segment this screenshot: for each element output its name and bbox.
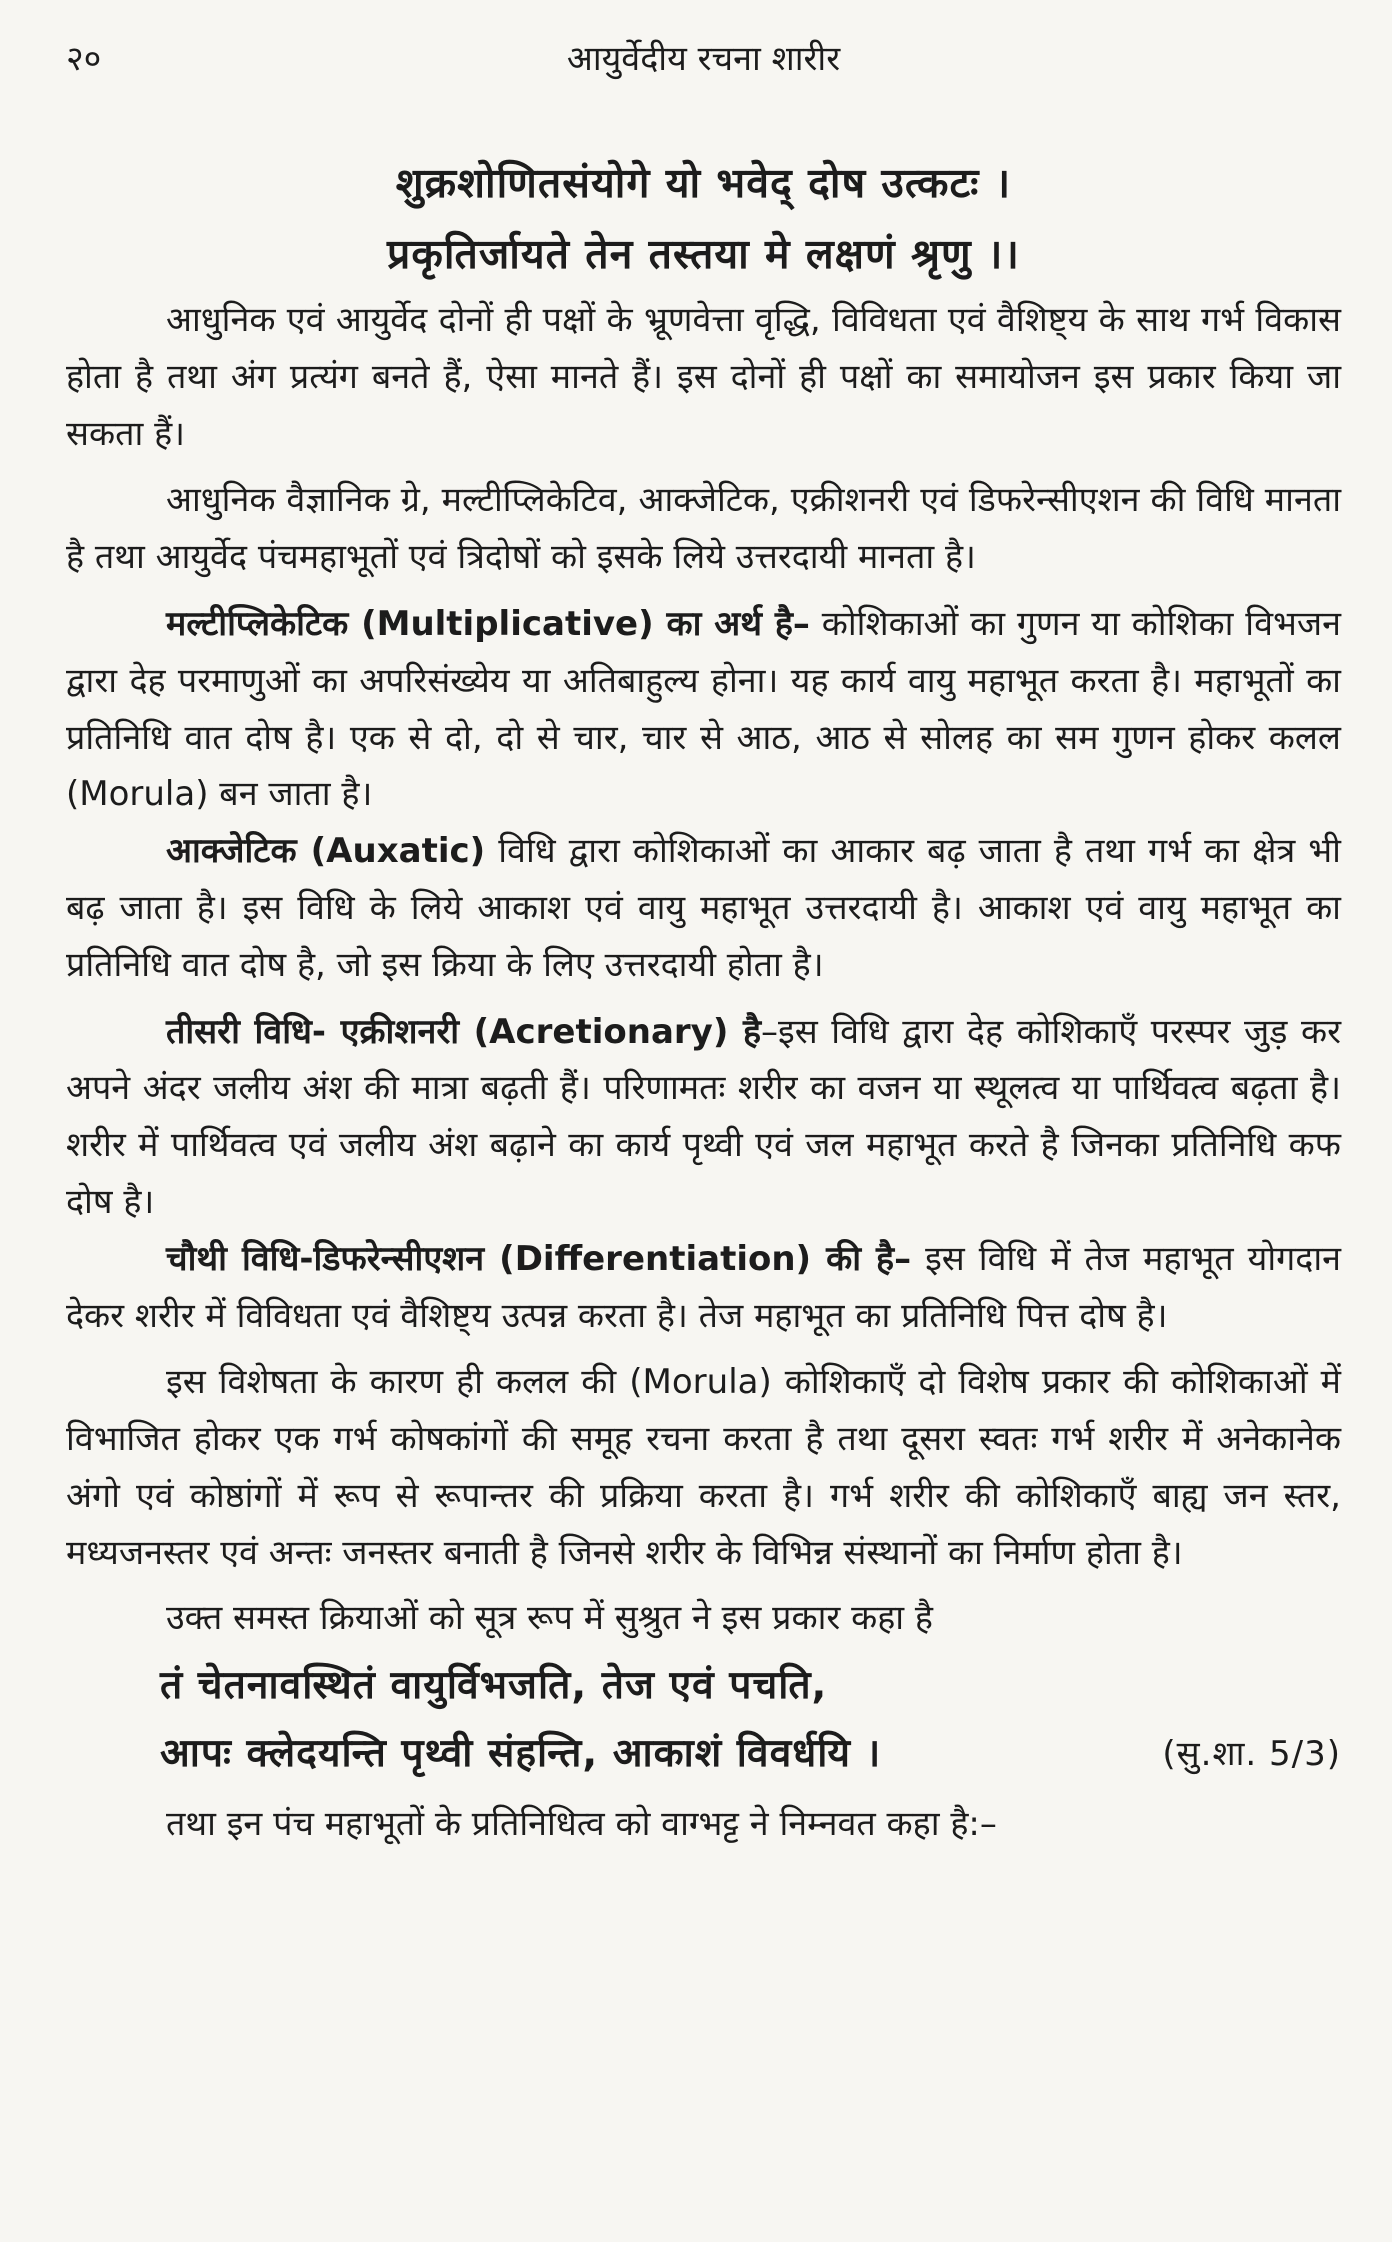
verse-line-1: शुक्रशोणितसंयोगे यो भवेद् दोष उत्कटः । xyxy=(395,159,1012,207)
text-acretionary: –इस विधि द्वारा देह कोशिकाएँ परस्पर जुड़ कर अपने अंदर जलीय अंश की मात्रा बढ़ती हैं। परिणामतः शरीर का वजन या स्थूलत्व या पार्थिवत्व बढ़ता है। शरीर में पार्थिवत्व एवं जलीय अंश बढ़ाने का कार्य पृथ्वी एवं जल महाभूत करते है जिनका प्रतिनिधि कफ दोष है। xyxy=(66,1011,1341,1222)
book-page xyxy=(66,30,1341,2220)
paragraph-acretionary xyxy=(66,1004,1341,1231)
term-auxatic: आक्जेटिक (Auxatic) xyxy=(166,831,486,872)
text-differentiation: इस विधि में तेज महाभूत योगदान देकर शरीर में विविधता एवं वैशिष्ट्य उत्पन्न करता है। तेज महाभूत का प्रतिनिधि पित्त दोष है। xyxy=(66,1238,1342,1336)
paragraph-auxatic xyxy=(66,823,1341,993)
text-auxatic: विधि द्वारा कोशिकाओं का आकार बढ़ जाता है तथा गर्भ का क्षेत्र भी बढ़ जाता है। इस विधि के लिये आकाश एवं वायु महाभूत उत्तरदायी है। आकाश एवं वायु महाभूत का प्रतिनिधि वात दोष है, जो इस क्रिया के लिए उत्तरदायी होता है। xyxy=(66,831,1341,985)
term-differentiation: चौथी विधि-डिफरेन्सीएशन (Differentiation) की है– xyxy=(166,1238,912,1279)
term-acretionary: तीसरी विधि- एक्रीशनरी (Acretionary) है xyxy=(166,1011,762,1052)
paragraph-closing: तथा इन पंच महाभूतों के प्रतिनिधित्व को वाग्भट्ट ने निम्नवत कहा है:– xyxy=(166,1804,997,1845)
sutra-line-1: तं चेतनावस्थितं वायुर्विभजति, तेज एवं पचति, xyxy=(160,1663,828,1709)
page-number: २० xyxy=(66,39,102,79)
paragraph-differentiation xyxy=(66,1231,1341,1345)
sutra-line-2 xyxy=(66,1720,1341,1788)
sushruta-sutra xyxy=(66,1652,1341,1788)
verse-line-2: प्रकृतिर्जायते तेन तस्तया मे लक्षणं श्रृणु ।। xyxy=(387,230,1020,278)
paragraph-modern-methods: आधुनिक वैज्ञानिक ग्रे, मल्टीप्लिकेटिव, आक्जेटिक, एक्रीशनरी एवं डिफरेन्सीएशन की विधि मानता है तथा आयुर्वेद पंचमहाभूतों एवं त्रिदोषों को इसके लिये उत्तरदायी मानता है। xyxy=(66,480,1341,578)
paragraph-morula: इस विशेषता के कारण ही कलल की (Morula) कोशिकाएँ दो विशेष प्रकार की कोशिकाओं में विभाजित होकर एक गर्भ कोषकांगों की समूह रचना करता है तथा दूसरा स्वतः गर्भ शरीर में अनेकानेक अंगो एवं कोष्ठांगों में रूप से रूपान्तर की प्रक्रिया करता है। गर्भ शरीर की कोशिकाएँ बाह्य जन स्तर, मध्यजनस्तर एवं अन्तः जनस्तर बनाती है जिनसे शरीर के विभिन्न संस्थानों का निर्माण होता है। xyxy=(66,1362,1341,1573)
running-title: आयुर्वेदीय रचना शारीर xyxy=(566,39,841,79)
sutra-citation: (सु.शा. 5/3) xyxy=(1162,1734,1341,1775)
opening-verse xyxy=(66,148,1341,290)
text-multiplicative: कोशिकाओं का गुणन या कोशिका विभजन द्वारा देह परमाणुओं का अपरिसंख्येय या अतिबाहुल्य होना। यह कार्य वायु महाभूत करता है। महाभूतों का प्रतिनिधि वात दोष है। एक से दो, दो से चार, चार से आठ, आठ से सोलह का सम गुणन होकर कलल (Morula) बन जाता है। xyxy=(66,603,1341,815)
term-multiplicative: मल्टीप्लिकेटिक (Multiplicative) का अर्थ है– xyxy=(166,603,810,644)
paragraph-intro: आधुनिक एवं आयुर्वेद दोनों ही पक्षों के भ्रूणवेत्ता वृद्धि, विविधता एवं वैशिष्ट्य के साथ गर्भ विकास होता है तथा अंग प्रत्यंग बनते हैं, ऐसा मानते हैं। इस दोनों ही पक्षों का समायोजन इस प्रकार किया जा सकता हैं। xyxy=(66,300,1341,454)
paragraph-sushruta-intro: उक्त समस्त क्रियाओं को सूत्र रूप में सुश्रुत ने इस प्रकार कहा है xyxy=(166,1597,933,1638)
paragraph-multiplicative xyxy=(66,596,1341,823)
sutra-line-2-text: आपः क्लेदयन्ति पृथ्वी संहन्ति, आकाशं विवर्धयि । xyxy=(160,1731,882,1777)
page-header xyxy=(66,30,1341,90)
